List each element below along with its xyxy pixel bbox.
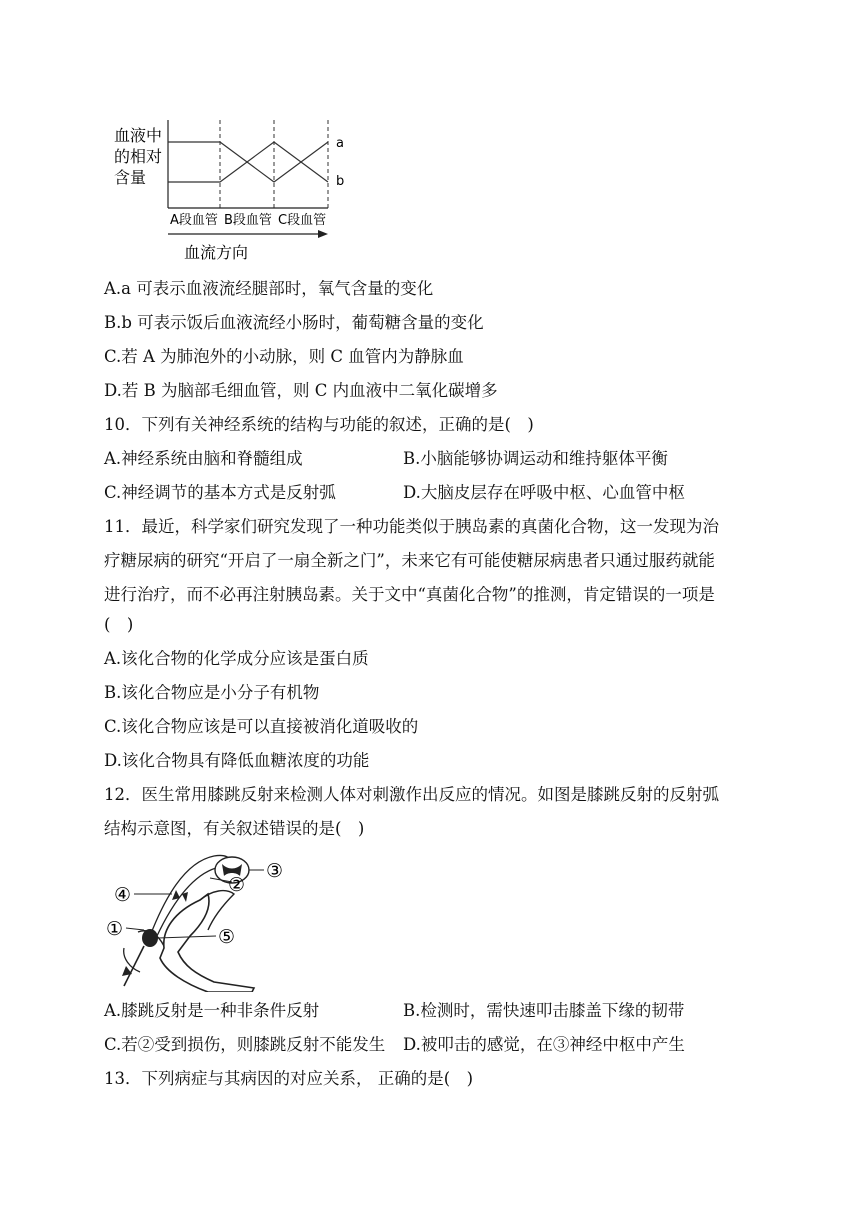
figure-xlabel: 血流方向 xyxy=(184,243,249,262)
q9-option-d: D.若 B 为脑部毛细血管，则 C 内血液中二氧化碳增多 xyxy=(104,381,498,400)
segment-b-label: B段血管 xyxy=(224,213,272,228)
figure-ylabel-line-3: 含量 xyxy=(114,168,147,187)
reflex-arc-figure xyxy=(104,850,304,992)
q11-option-d: D.该化合物具有降低血糖浓度的功能 xyxy=(104,751,370,770)
leg-drawing xyxy=(160,894,254,992)
q12-stem-line-2: 结构示意图，有关叙述错误的是( ) xyxy=(104,819,365,838)
knee-receptor xyxy=(142,929,158,947)
figure-ylabel-line-1: 血液中 xyxy=(114,126,163,145)
q12-option-d: D.被叩击的感觉，在③神经中枢中产生 xyxy=(403,1035,685,1054)
q9-option-a: A.a 可表示血液流经腿部时，氧气含量的变化 xyxy=(104,279,434,298)
q10-option-a: A.神经系统由脑和脊髓组成 xyxy=(104,449,303,468)
q12-option-b: B.检测时，需快速叩击膝盖下缘的韧带 xyxy=(403,1001,685,1020)
curve-a-label: a xyxy=(336,136,344,151)
q11-option-c: C.该化合物应该是可以直接被消化道吸收的 xyxy=(104,717,419,736)
label-5: ⑤ xyxy=(218,926,236,948)
q10-option-b: B.小脑能够协调运动和维持躯体平衡 xyxy=(403,449,668,468)
figure-ylabel-line-2: 的相对 xyxy=(114,147,163,166)
q9-option-c: C.若 A 为肺泡外的小动脉，则 C 血管内为静脉血 xyxy=(104,347,464,366)
q11-stem-line-4: ( ) xyxy=(104,615,134,634)
label-2: ② xyxy=(228,874,246,896)
q11-stem-line-1: 11．最近，科学家们研究发现了一种功能类似于胰岛素的真菌化合物，这一发现为治 xyxy=(104,517,719,536)
q12-stem-line-1: 12．医生常用膝跳反射来检测人体对刺激作出反应的情况。如图是膝跳反射的反射弧 xyxy=(104,785,719,804)
thigh-outline xyxy=(200,891,234,930)
label-1: ① xyxy=(106,918,124,940)
q11-option-a: A.该化合物的化学成分应该是蛋白质 xyxy=(104,649,369,668)
label-3: ③ xyxy=(266,860,284,882)
segment-a-label: A段血管 xyxy=(170,213,218,228)
q11-stem-line-3: 进行治疗，而不必再注射胰岛素。关于文中“真菌化合物”的推测，肯定错误的一项是 xyxy=(104,585,715,604)
segment-c-label: C段血管 xyxy=(278,213,327,228)
q9-option-b: B.b 可表示饭后血液流经小肠时，葡萄糖含量的变化 xyxy=(104,313,484,332)
flow-arrow-head xyxy=(318,230,328,238)
q10-stem: 10．下列有关神经系统的结构与功能的叙述，正确的是( ) xyxy=(104,415,534,434)
q12-option-a: A.膝跳反射是一种非条件反射 xyxy=(104,1001,320,1020)
q11-stem-line-2: 疗糖尿病的研究“开启了一扇全新之门”，未来它有可能使糖尿病患者只通过服药就能 xyxy=(104,551,715,570)
q10-option-d: D.大脑皮层存在呼吸中枢、心血管中枢 xyxy=(403,483,685,502)
leader-1 xyxy=(126,928,144,930)
curve-b xyxy=(168,142,328,182)
label-4: ④ xyxy=(114,884,132,906)
curve-b-label: b xyxy=(336,174,345,189)
q11-option-b: B.该化合物应是小分子有机物 xyxy=(104,683,320,702)
q13-stem: 13．下列病症与其病因的对应关系， 正确的是( ) xyxy=(104,1069,474,1088)
blood-content-figure xyxy=(100,112,360,268)
leader-5 xyxy=(158,936,216,938)
q12-option-c: C.若②受到损伤，则膝跳反射不能发生 xyxy=(104,1035,386,1054)
shin-outline xyxy=(124,946,144,986)
q10-option-c: C.神经调节的基本方式是反射弧 xyxy=(104,483,336,502)
